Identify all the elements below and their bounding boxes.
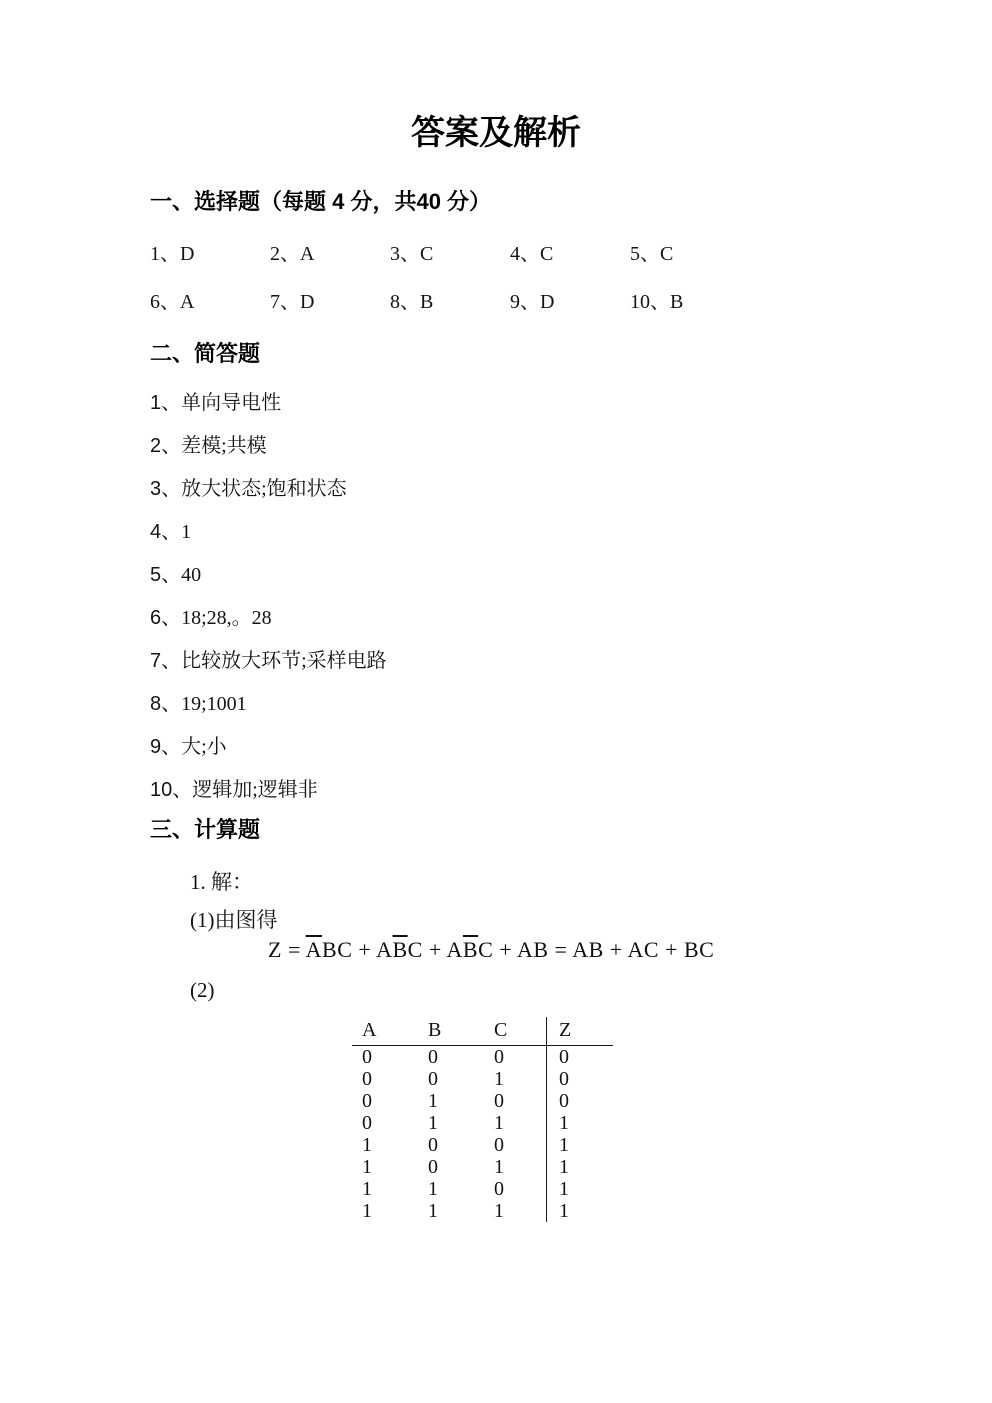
truth-table-cell: 0 xyxy=(494,1134,504,1156)
truth-table-cell: 1 xyxy=(494,1156,504,1178)
truth-table-cell: 0 xyxy=(362,1112,372,1134)
truth-table-header-B: B xyxy=(428,1017,494,1046)
choice-answers-row-2 xyxy=(150,290,992,314)
short-answer-item-6 xyxy=(150,605,992,631)
truth-table-cell: 0 xyxy=(362,1068,372,1090)
choice-answer-2: 2、A xyxy=(270,243,315,265)
item-number: 8、 xyxy=(150,693,182,715)
truth-table-cell: 1 xyxy=(362,1200,372,1222)
item-answer: 放大状态;饱和状态 xyxy=(181,478,347,500)
truth-table-row xyxy=(352,1156,613,1178)
truth-table-row xyxy=(352,1200,613,1222)
truth-table-cell: 1 xyxy=(547,1200,614,1222)
formula-text: C + AB = AB + AC + BC xyxy=(478,937,715,962)
truth-table-cell: 0 xyxy=(494,1178,504,1200)
truth-table-cell: 1 xyxy=(428,1112,438,1134)
boolean-formula xyxy=(268,935,992,965)
truth-table-cell: 0 xyxy=(547,1046,614,1069)
overlined-variable: $\overline{B}$ xyxy=(392,937,408,962)
formula-text: C + A xyxy=(407,937,463,962)
choice-answer-10: 10、B xyxy=(630,291,684,313)
choice-answers-row-1 xyxy=(150,242,992,266)
item-number: 1、 xyxy=(150,392,182,414)
short-answer-item-4 xyxy=(150,519,992,545)
solution-label: 1. 解： xyxy=(190,870,253,894)
item-answer: 逻辑加;逻辑非 xyxy=(192,779,318,801)
item-answer: 18;28,。28 xyxy=(181,607,272,629)
truth-table-cell: 1 xyxy=(362,1178,372,1200)
short-answer-item-8 xyxy=(150,691,992,717)
truth-table-cell: 1 xyxy=(428,1178,438,1200)
truth-table-cell: 0 xyxy=(428,1134,438,1156)
item-number: 6、 xyxy=(150,607,182,629)
truth-table-cell: 0 xyxy=(428,1068,438,1090)
item-number: 10、 xyxy=(150,779,193,801)
page-title: 答案及解析 xyxy=(411,114,581,152)
formula-text: BC + A xyxy=(322,937,393,962)
truth-table-cell: 0 xyxy=(547,1090,614,1112)
truth-table-cell: 0 xyxy=(494,1046,504,1068)
item-answer: 比较放大环节;采样电路 xyxy=(181,650,387,672)
item-answer: 19;1001 xyxy=(181,693,247,715)
item-answer: 1 xyxy=(181,521,192,543)
truth-table-row xyxy=(352,1090,613,1112)
truth-table-cell: 1 xyxy=(547,1178,614,1200)
section-heading-multiple-choice: 一、选择题（每题 4 分，共40 分） xyxy=(150,189,492,214)
step-1-label: (1)由图得 xyxy=(190,908,278,932)
short-answer-list xyxy=(0,390,992,803)
truth-table-cell: 1 xyxy=(547,1134,614,1156)
truth-table-cell: 0 xyxy=(428,1046,438,1068)
choice-answer-7: 7、D xyxy=(270,291,315,313)
truth-table-row xyxy=(352,1134,613,1156)
item-answer: 差模;共模 xyxy=(181,435,267,457)
truth-table-cell: 1 xyxy=(494,1068,504,1090)
short-answer-item-7 xyxy=(150,648,992,674)
truth-table-body xyxy=(352,1046,613,1223)
choice-answer-5: 5、C xyxy=(630,243,674,265)
choice-answer-9: 9、D xyxy=(510,291,555,313)
truth-table-cell: 0 xyxy=(362,1090,372,1112)
short-answer-item-2 xyxy=(150,433,992,459)
short-answer-item-5 xyxy=(150,562,992,588)
truth-table-row xyxy=(352,1068,613,1090)
item-number: 9、 xyxy=(150,736,182,758)
item-number: 5、 xyxy=(150,564,182,586)
truth-table-cell: 1 xyxy=(547,1112,614,1134)
section-heading-short-answer: 二、简答题 xyxy=(150,341,261,366)
truth-table-cell: 1 xyxy=(428,1090,438,1112)
short-answer-item-3 xyxy=(150,476,992,502)
truth-table-row xyxy=(352,1112,613,1134)
truth-table-row xyxy=(352,1046,613,1069)
choice-answer-6: 6、A xyxy=(150,291,195,313)
overlined-variable: $\overline{A}$ xyxy=(305,937,323,962)
choice-answer-8: 8、B xyxy=(390,291,434,313)
short-answer-item-10 xyxy=(150,777,992,803)
truth-table-cell: 0 xyxy=(362,1046,372,1068)
truth-table-header-A: A xyxy=(352,1017,428,1046)
formula-text: Z = xyxy=(268,937,306,962)
truth-table-cell: 0 xyxy=(428,1156,438,1178)
item-answer: 大;小 xyxy=(181,736,227,758)
truth-table xyxy=(352,1017,613,1222)
item-number: 3、 xyxy=(150,478,182,500)
truth-table-cell: 1 xyxy=(428,1200,438,1222)
item-number: 4、 xyxy=(150,521,182,543)
short-answer-item-1 xyxy=(150,390,992,416)
truth-table-cell: 0 xyxy=(494,1090,504,1112)
short-answer-item-9 xyxy=(150,734,992,760)
truth-table-cell: 1 xyxy=(547,1156,614,1178)
item-number: 2、 xyxy=(150,435,182,457)
choice-answer-3: 3、C xyxy=(390,243,434,265)
step-2-label: (2) xyxy=(190,978,215,1002)
truth-table-cell: 1 xyxy=(362,1134,372,1156)
overlined-variable: $\overline{B}$ xyxy=(462,937,479,962)
choice-answer-4: 4、C xyxy=(510,243,554,265)
item-answer: 40 xyxy=(181,564,202,586)
truth-table-cell: 1 xyxy=(494,1112,504,1134)
choice-answer-1: 1、D xyxy=(150,243,195,265)
item-number: 7、 xyxy=(150,650,182,672)
truth-table-header-row xyxy=(352,1017,613,1046)
truth-table-header-C: C xyxy=(494,1017,547,1046)
item-answer: 单向导电性 xyxy=(181,392,282,414)
truth-table-cell: 0 xyxy=(547,1068,614,1090)
truth-table-cell: 1 xyxy=(494,1200,504,1222)
section-heading-calculation: 三、计算题 xyxy=(150,817,261,842)
truth-table-header-Z: Z xyxy=(547,1017,614,1046)
truth-table-cell: 1 xyxy=(362,1156,372,1178)
truth-table-row xyxy=(352,1178,613,1200)
